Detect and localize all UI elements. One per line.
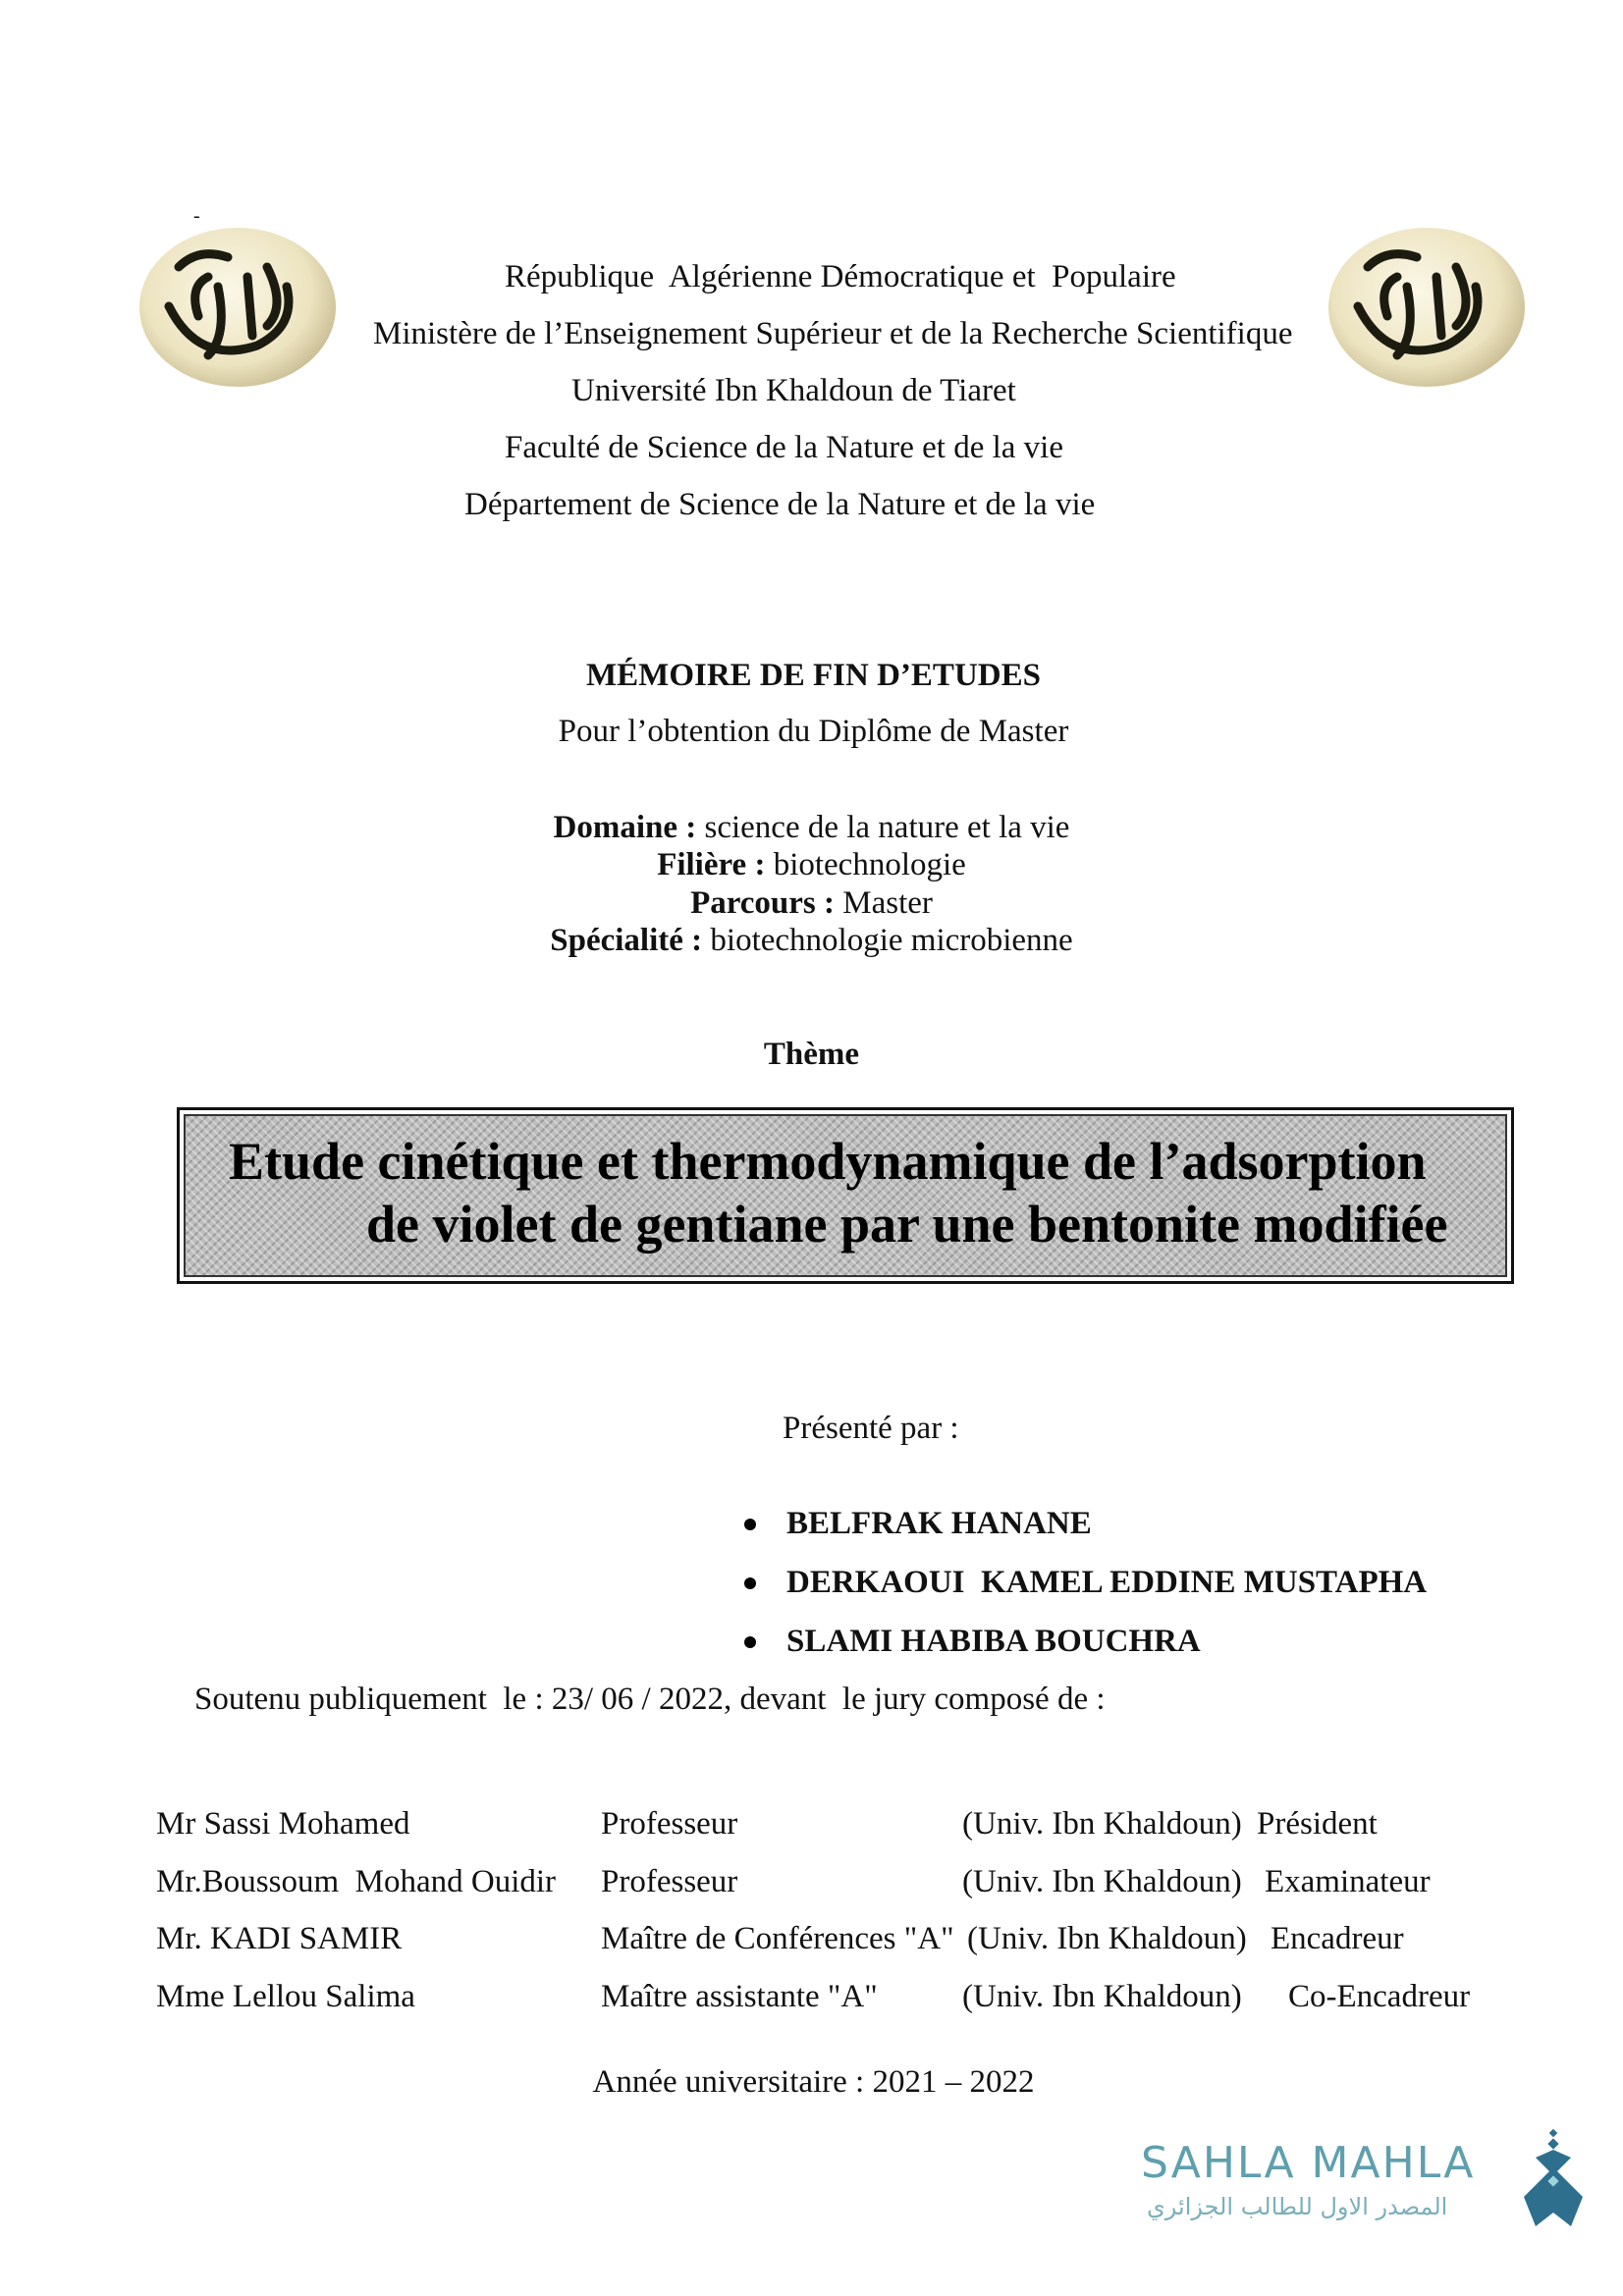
field-label: Domaine :: [553, 810, 697, 845]
student-name: SLAMI HABIBA BOUCHRA: [786, 1624, 1201, 1659]
watermark-tagline: المصدر الاول للطالب الجزائري: [1147, 2193, 1448, 2220]
bullet-icon: [744, 1577, 756, 1589]
theme-title-box: [177, 1107, 1514, 1284]
theme-label: Thème: [763, 1037, 860, 1072]
field-label: Spécialité :: [550, 923, 703, 958]
jury-univ: (Univ. Ibn Khaldoun): [962, 1864, 1242, 1899]
field-label: Parcours :: [690, 885, 836, 921]
jury-role: Examinateur: [1265, 1864, 1431, 1899]
field-label: Filière :: [657, 847, 766, 882]
defense-statement: Soutenu publiquement le : 23/ 06 / 2022, devant le jury composé de :: [194, 1682, 1106, 1717]
field-value: Master: [835, 885, 933, 921]
jury-role: Président: [1257, 1806, 1378, 1842]
header-ministry: Ministère de l’Enseignement Supérieur et de la Recherche Scientifique: [373, 316, 1293, 351]
academic-year: Année universitaire : 2021 – 2022: [592, 2064, 1035, 2100]
student-name: DERKAOUI KAMEL EDDINE MUSTAPHA: [786, 1565, 1428, 1600]
jury-role: Co-Encadreur: [1288, 1979, 1471, 2014]
jury-univ: (Univ. Ibn Khaldoun): [962, 1979, 1242, 2014]
bullet-icon: [744, 1519, 756, 1530]
field-specialite: [0, 921, 1623, 960]
field-parcours: [0, 883, 1623, 923]
jury-univ: (Univ. Ibn Khaldoun): [967, 1921, 1247, 1956]
jury-name: Mr.Boussoum Mohand Ouidir: [156, 1864, 557, 1899]
watermark-brand: SAHLA MAHLA: [1141, 2138, 1476, 2188]
jury-name: Mr. KADI SAMIR: [156, 1921, 403, 1956]
presented-by-label: Présenté par :: [783, 1411, 959, 1446]
jury-grade: Maître de Conférences "A": [601, 1921, 954, 1956]
jury-role: Encadreur: [1271, 1921, 1404, 1956]
theme-title-line2: de violet de gentiane par une bentonite modifiée: [366, 1195, 1448, 1254]
bullet-icon: [744, 1636, 756, 1648]
header-faculty: Faculté de Science de la Nature et de la vie: [505, 430, 1063, 465]
university-logo-right: [1328, 228, 1525, 387]
header-university: Université Ibn Khaldoun de Tiaret: [571, 373, 1016, 408]
memoire-subtitle: Pour l’obtention du Diplôme de Master: [558, 714, 1069, 749]
field-filiere: [0, 845, 1623, 884]
field-value: biotechnologie microbienne: [702, 923, 1073, 958]
student-name: BELFRAK HANANE: [786, 1506, 1092, 1541]
theme-title-line1: Etude cinétique et thermodynamique de l’adsorption: [229, 1132, 1427, 1191]
jury-name: Mme Lellou Salima: [156, 1979, 415, 2014]
header-republic: République Algérienne Démocratique et Populaire: [505, 259, 1176, 294]
jury-grade: Professeur: [601, 1864, 738, 1899]
jury-grade: Professeur: [601, 1806, 738, 1842]
jury-grade: Maître assistante "A": [601, 1979, 878, 2014]
header-department: Département de Science de la Nature et de la vie: [464, 487, 1096, 522]
sahla-mahla-logo-icon: [1522, 2128, 1587, 2232]
field-value: science de la nature et la vie: [696, 810, 1070, 845]
memoire-title: MÉMOIRE DE FIN D’ETUDES: [586, 658, 1041, 693]
stray-dash: -: [193, 205, 200, 227]
jury-name: Mr Sassi Mohamed: [156, 1806, 410, 1842]
university-logo-left: [139, 228, 336, 387]
sahla-mahla-watermark: [1141, 2128, 1593, 2236]
field-domaine: [0, 808, 1623, 847]
jury-univ: (Univ. Ibn Khaldoun): [962, 1806, 1242, 1842]
field-value: biotechnologie: [765, 847, 966, 882]
